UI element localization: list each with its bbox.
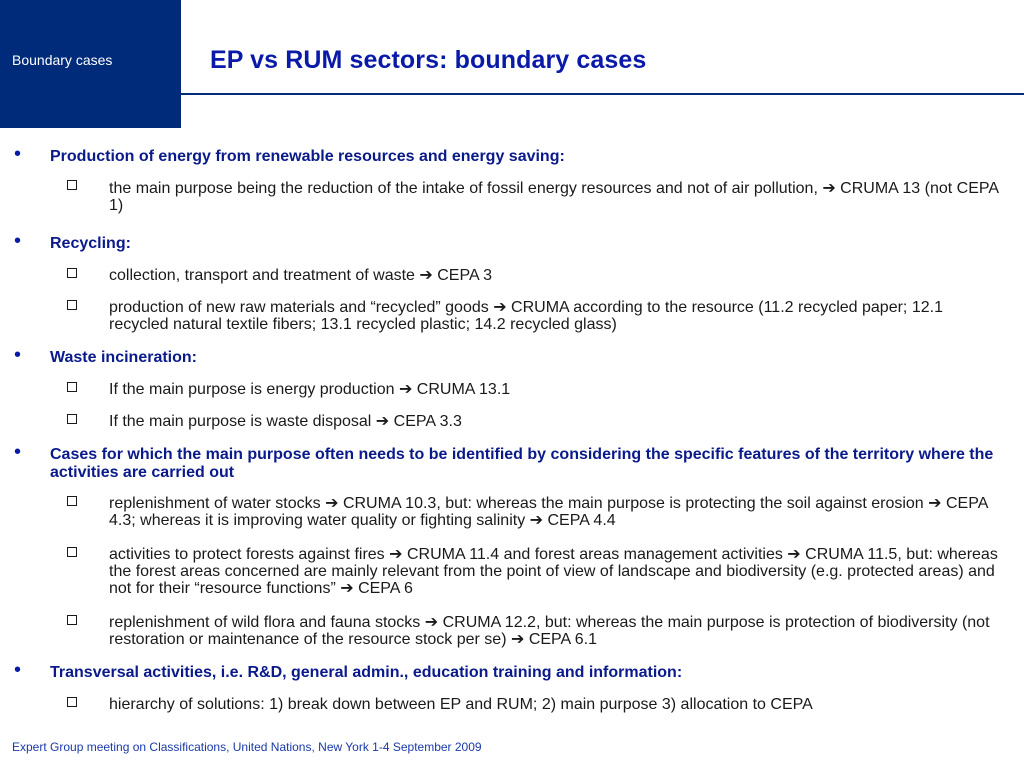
page-title: EP vs RUM sectors: boundary cases — [210, 46, 647, 74]
checkbox-bullet-icon — [67, 414, 77, 424]
checkbox-bullet-icon — [67, 615, 77, 625]
list-item: If the main purpose is waste disposal ➔ CEPA 3.3 — [109, 413, 462, 430]
list-item: If the main purpose is energy production ➔ CRUMA 13.1 — [109, 381, 511, 398]
checkbox-bullet-icon — [67, 268, 77, 278]
list-item: activities to protect forests against fires ➔ CRUMA 11.4 and forest areas management activities ➔ CRUMA 11.5, but: whereas the forest areas concerned are mainly relevant from the point of view of landscape and biodiversity (e.g. protected areas) and not for their “resource functions” ➔ CEPA 6 — [109, 546, 998, 597]
section-heading-transversal: Transversal activities, i.e. R&D, general admin., education training and information: — [50, 664, 683, 681]
list-item: hierarchy of solutions: 1) break down between EP and RUM; 2) main purpose 3) allocation to CEPA — [109, 696, 813, 713]
sidebar-label: Boundary cases — [12, 52, 113, 68]
checkbox-bullet-icon — [67, 547, 77, 557]
checkbox-bullet-icon — [67, 180, 77, 190]
checkbox-bullet-icon — [67, 496, 77, 506]
section-heading-recycling: Recycling: — [50, 235, 131, 252]
bullet-icon: • — [14, 230, 22, 252]
bullet-icon: • — [14, 143, 22, 165]
bullet-icon: • — [14, 344, 22, 366]
section-heading-renewable: Production of energy from renewable resources and energy saving: — [50, 148, 565, 165]
bullet-icon: • — [14, 659, 22, 681]
checkbox-bullet-icon — [67, 300, 77, 310]
section-heading-incineration: Waste incineration: — [50, 349, 197, 366]
bullet-icon: • — [14, 441, 22, 463]
list-item: collection, transport and treatment of waste ➔ CEPA 3 — [109, 267, 493, 284]
checkbox-bullet-icon — [67, 382, 77, 392]
list-item: replenishment of wild flora and fauna stocks ➔ CRUMA 12.2, but: whereas the main purpose is protection of biodiversity (not restoration or maintenance of the resource stock per se) ➔ CEPA 6.1 — [109, 614, 990, 648]
list-item: production of new raw materials and “recycled” goods ➔ CRUMA according to the resource (11.2 recycled paper; 12.1 recycled natural textile fibers; 13.1 recycled plastic; 14.2 recycled glass) — [109, 299, 943, 333]
footer-text: Expert Group meeting on Classifications, United Nations, New York 1-4 September 2009 — [12, 740, 482, 754]
list-item: the main purpose being the reduction of the intake of fossil energy resources and not of air pollution, ➔ CRUMA 13 (not CEPA 1) — [109, 180, 999, 214]
section-heading-main-purpose: Cases for which the main purpose often needs to be identified by considering the specific features of the territory where the activities are carried out — [50, 446, 994, 481]
list-item: replenishment of water stocks ➔ CRUMA 10.3, but: whereas the main purpose is protecting the soil against erosion ➔ CEPA 4.3; whereas it is improving water quality or fighting salinity ➔ CEPA 4.4 — [109, 495, 988, 529]
checkbox-bullet-icon — [67, 697, 77, 707]
